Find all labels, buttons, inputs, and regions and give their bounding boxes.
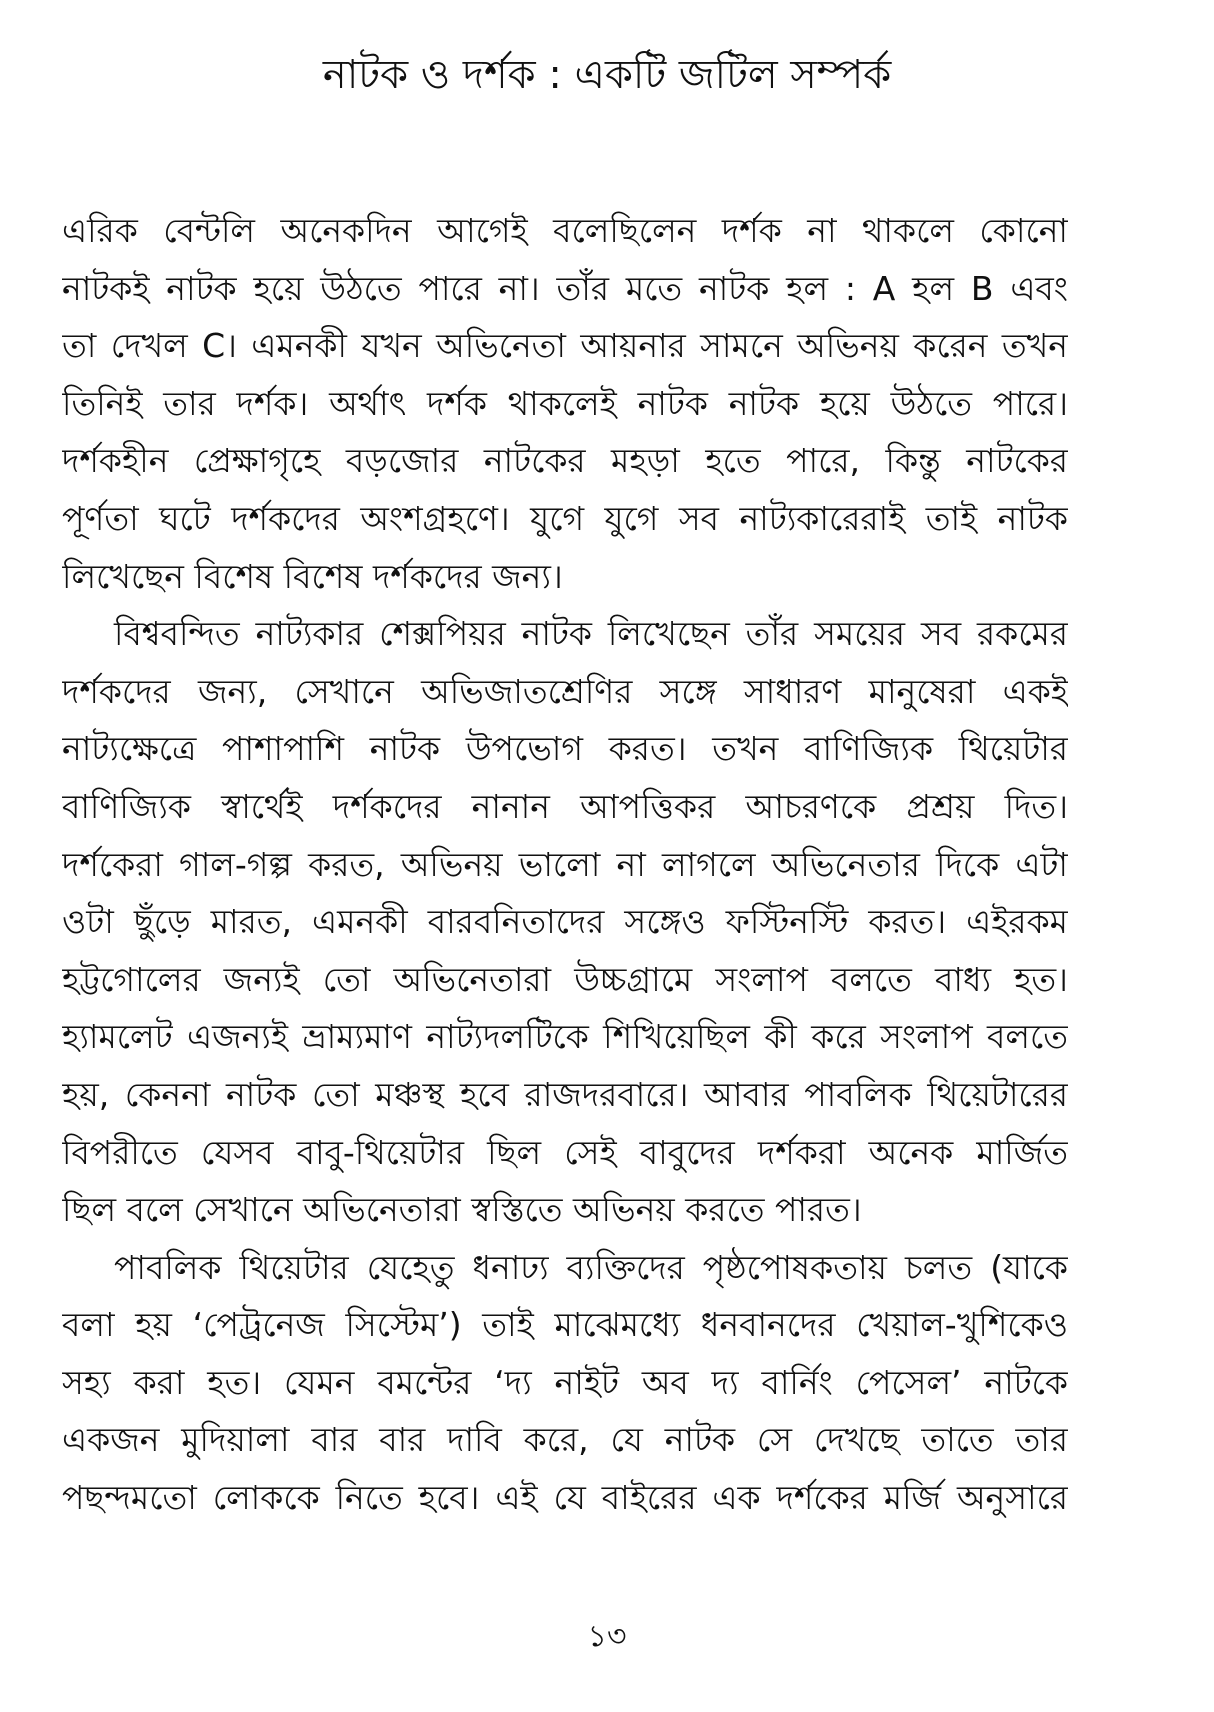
text-line: একজন মুদিয়ালা বার বার দাবি করে, যে নাটক সে দেখছে তাতে তার — [62, 1420, 1068, 1460]
text-line: দর্শকহীন প্রেক্ষাগৃহে বড়জোর নাটকের মহড়া হতে পারে, কিন্তু নাটকের — [62, 441, 1068, 481]
text-line: ছিল বলে সেখানে অভিনেতারা স্বস্তিতে অভিনয় করতে পারত। — [62, 1190, 862, 1230]
page-title: নাটক ও দর্শক : একটি জটিল সম্পর্ক — [322, 52, 892, 98]
text-line: হট্টগোলের জন্যই তো অভিনেতারা উচ্চগ্রামে সংলাপ বলতে বাধ্য হত। — [62, 959, 1068, 999]
text-line: তা দেখল C। এমনকী যখন অভিনেতা আয়নার সামনে অভিনয় করেন তখন — [62, 326, 1068, 366]
text-line: বিশ্ববন্দিত নাট্যকার শেক্সপিয়র নাটক লিখেছেন তাঁর সময়ের সব রকমের — [114, 614, 1068, 654]
page-number: ১৩ — [587, 1619, 627, 1654]
body-text — [62, 202, 1068, 1527]
text-line: দর্শকদের জন্য, সেখানে অভিজাতশ্রেণির সঙ্গে সাধারণ মানুষেরা একই — [62, 671, 1068, 711]
text-line: ওটা ছুঁড়ে মারত, এমনকী বারবনিতাদের সঙ্গেও ফস্টিনস্টি করত। এইরকম — [62, 902, 1068, 942]
text-line: বলা হয় ‘পেট্রনেজ সিস্টেম’) তাই মাঝেমধ্যে ধনবানদের খেয়াল-খুশিকেও — [62, 1305, 1068, 1345]
text-line: এরিক বেন্টলি অনেকদিন আগেই বলেছিলেন দর্শক না থাকলে কোনো — [62, 211, 1068, 250]
text-line: হয়, কেননা নাটক তো মঞ্চস্থ হবে রাজদরবারে। আবার পাবলিক থিয়েটারের — [62, 1074, 1068, 1114]
text-line: সহ্য করা হত। যেমন বমন্টের ‘দ্য নাইট অব দ্য বার্নিং পেসেল’ নাটকে — [62, 1362, 1068, 1402]
text-line: হ্যামলেট এজন্যই ভ্রাম্যমাণ নাট্যদলটিকে শিখিয়েছিল কী করে সংলাপ বলতে — [62, 1017, 1068, 1057]
text-line: বাণিজ্যিক স্বার্থেই দর্শকদের নানান আপত্তিকর আচরণকে প্রশ্রয় দিত। — [62, 786, 1068, 826]
text-line: পূর্ণতা ঘটে দর্শকদের অংশগ্রহণে। যুগে যুগে সব নাট্যকারেরাই তাই নাটক — [62, 498, 1068, 538]
text-line: পাবলিক থিয়েটার যেহেতু ধনাঢ্য ব্যক্তিদের পৃষ্ঠপোষকতায় চলত (যাকে — [114, 1247, 1068, 1287]
text-line: নাটকই নাটক হয়ে উঠতে পারে না। তাঁর মতে নাটক হল : A হল B এবং — [62, 268, 1068, 308]
text-line: দর্শকেরা গাল-গল্প করত, অভিনয় ভালো না লাগলে অভিনেতার দিকে এটা — [62, 844, 1068, 884]
text-line: পছন্দমতো লোককে নিতে হবে। এই যে বাইরের এক দর্শকের মর্জি অনুসারে — [62, 1478, 1068, 1518]
text-line: তিনিই তার দর্শক। অর্থাৎ দর্শক থাকলেই নাটক নাটক হয়ে উঠতে পারে। — [62, 383, 1068, 423]
text-line: নাট্যক্ষেত্রে পাশাপাশি নাটক উপভোগ করত। তখন বাণিজ্যিক থিয়েটার — [62, 729, 1068, 769]
text-line: বিপরীতে যেসব বাবু-থিয়েটার ছিল সেই বাবুদের দর্শকরা অনেক মার্জিত — [62, 1132, 1068, 1172]
text-line: লিখেছেন বিশেষ বিশেষ দর্শকদের জন্য। — [62, 556, 563, 596]
